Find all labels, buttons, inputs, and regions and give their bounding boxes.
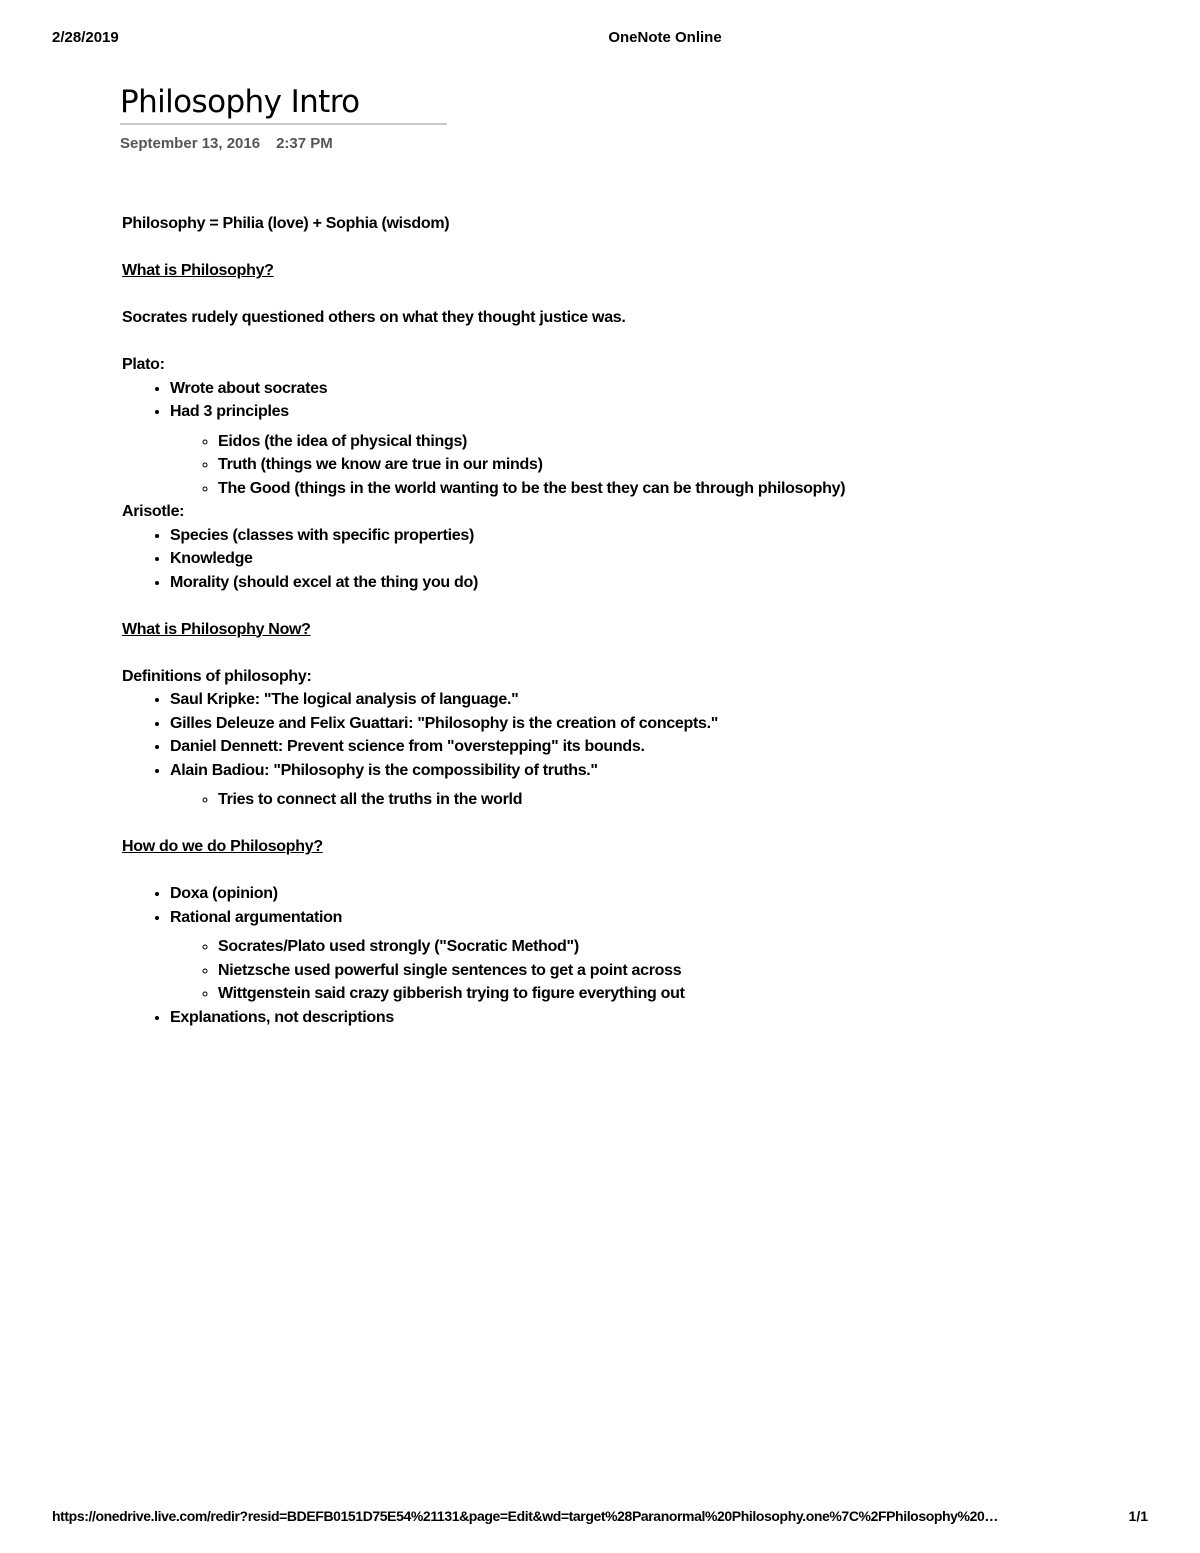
list-item	[170, 759, 1122, 812]
plato-principles-list	[170, 430, 1122, 501]
socrates-line: Socrates rudely questioned others on what they thought justice was.	[122, 309, 626, 326]
list-item: • Wrote about socrates	[170, 377, 1122, 401]
list-item: • Morality (should excel at the thing you do)	[170, 571, 1122, 595]
source-url: https://onedrive.live.com/redir?resid=BDEFB0151D75E54%21131&page=Edit&wd=target%28Paranormal%20Philosophy.one%7C%2FPhilosophy%20…	[52, 1508, 998, 1524]
list-item-text: Rational argumentation	[170, 908, 343, 926]
plato-list	[122, 377, 1122, 501]
list-item: • Saul Kripke: "The logical analysis of language."	[170, 688, 1122, 712]
how-list	[122, 882, 1122, 1029]
aristotle-list	[122, 524, 1122, 595]
list-item	[170, 400, 1122, 500]
list-item	[170, 906, 1122, 1006]
page-date: September 13, 2016	[120, 135, 261, 152]
list-item: • Daniel Dennett: Prevent science from "overstepping" its bounds.	[170, 735, 1122, 759]
section-heading-now: What is Philosophy Now?	[122, 620, 311, 638]
list-item: • Species (classes with specific properties)	[170, 524, 1122, 548]
page-timestamp	[120, 135, 333, 152]
section-heading-what-is: What is Philosophy?	[122, 262, 274, 279]
note-content	[122, 212, 1122, 1029]
section-heading-how: How do we do Philosophy?	[122, 838, 323, 855]
list-item: • Knowledge	[170, 547, 1122, 571]
list-item-text: Had 3 principles	[170, 403, 289, 420]
list-item: • Gilles Deleuze and Felix Guattari: "Philosophy is the creation of concepts."	[170, 712, 1122, 736]
list-item: ◦ Socrates/Plato used strongly ("Socratic Method")	[218, 935, 1122, 959]
list-item-text: Alain Badiou: "Philosophy is the compossibility of truths."	[170, 761, 598, 779]
definitions-list	[122, 688, 1122, 812]
plato-label: Plato:	[122, 356, 165, 373]
app-name: OneNote Online	[608, 29, 722, 46]
list-item: ◦ Tries to connect all the truths in the world	[218, 788, 1122, 812]
list-item: • Doxa (opinion)	[170, 882, 1122, 906]
page-time: 2:37 PM	[276, 135, 333, 152]
list-item: ◦ Eidos (the idea of physical things)	[218, 430, 1122, 454]
list-item: ◦ Wittgenstein said crazy gibberish trying to figure everything out	[218, 982, 1122, 1006]
list-item: • Explanations, not descriptions	[170, 1006, 1122, 1030]
aristotle-label: Arisotle:	[122, 503, 185, 520]
list-item: ◦ The Good (things in the world wanting to be the best they can be through philosophy)	[218, 477, 1122, 501]
title-divider	[120, 123, 447, 125]
list-item: ◦ Truth (things we know are true in our minds)	[218, 453, 1122, 477]
list-item: ◦ Nietzsche used powerful single sentences to get a point across	[218, 959, 1122, 983]
page-number: 1/1	[1128, 1508, 1148, 1524]
definitions-label: Definitions of philosophy:	[122, 667, 312, 685]
badiou-sub-list	[170, 788, 1122, 812]
intro-line: Philosophy = Philia (love) + Sophia (wisdom)	[122, 215, 450, 232]
page-title: Philosophy Intro	[120, 84, 360, 120]
argumentation-sub-list	[170, 935, 1122, 1006]
print-date: 2/28/2019	[52, 29, 119, 46]
